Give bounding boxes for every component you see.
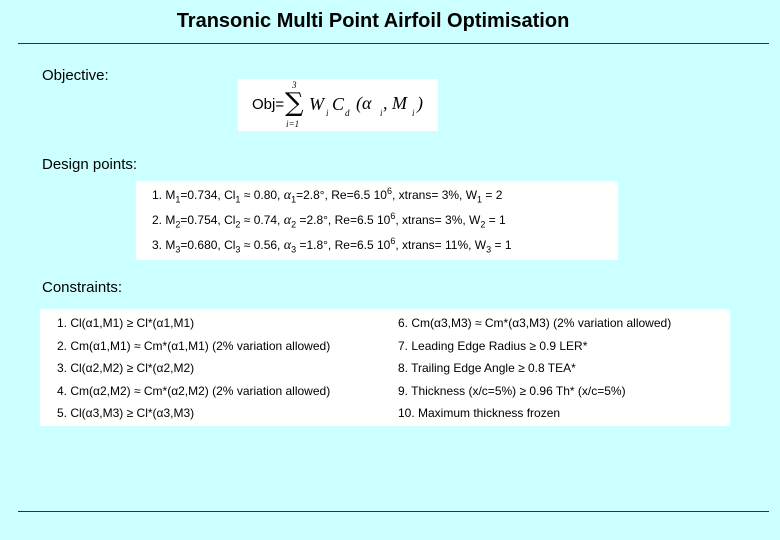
formula-prefix: Obj= [252, 96, 285, 113]
constraint-item: 6. Cm(α3,M3) ≈ Cm*(α3,M3) (2% variation allowed) [398, 316, 672, 330]
constraint-item: 3. Cl(α2,M2) ≥ Cl*(α2,M2) [57, 361, 195, 375]
top-divider [18, 43, 769, 44]
constraint-item: 1. Cl(α1,M1) ≥ Cl*(α1,M1) [57, 316, 195, 330]
constraint-item: 7. Leading Edge Radius ≥ 0.9 LER* [398, 338, 588, 353]
design-point-row: 3. $M_3=0.680$, $Cl_3 \approx 0.56$, $\alpha_3 =1.8^\circ$, Re=6.5 $10^6$, xtrans= 11%, $W_3 = 1$ [152, 236, 512, 255]
constraints-left-column [57, 312, 330, 425]
weight-subscript: i [326, 108, 329, 118]
cd-subscript: d [345, 108, 350, 118]
constraints-label: Constraints: [42, 279, 123, 296]
args-close: ) [417, 93, 423, 113]
constraints-right-column [398, 312, 671, 425]
objective-label: Objective: [42, 67, 109, 84]
weight-symbol: W [309, 94, 324, 114]
objective-formula-panel [238, 79, 438, 131]
args-open: (α [356, 93, 372, 113]
constraint-item: 10. Maximum thickness frozen [398, 406, 561, 420]
sum-lower-limit: i=1 [286, 119, 300, 129]
cd-symbol: C [332, 94, 345, 114]
alpha-icon: α [283, 213, 292, 228]
constraint-item: 2. Cm(α1,M1) ≈ Cm*(α1,M1) (2% variation allowed) [57, 338, 331, 353]
alpha-icon: α [283, 238, 292, 253]
page-title: Transonic Multi Point Airfoil Optimisation [176, 10, 570, 32]
design-points-panel [136, 181, 618, 260]
sum-symbol: ∑ [285, 88, 304, 118]
constraints-panel [40, 309, 730, 426]
constraint-item: 5. Cl(α3,M3) ≥ Cl*(α3,M3) [57, 406, 195, 420]
constraint-item: 4. Cm(α2,M2) ≈ Cm*(α2,M2) (2% variation allowed) [57, 383, 331, 398]
constraint-item: 8. Trailing Edge Angle ≥ 0.8 TEA* [398, 361, 576, 375]
design-point-row: 1. $M_1=0.734$, $Cl_1 \approx 0.80$, $\alpha_1=2.8^\circ$, Re=6.5 $10^6$, xtrans= 3%, $W_1 = 2$ [152, 186, 503, 205]
sum-upper-limit: 3 [292, 80, 297, 90]
alpha-subscript: i [380, 108, 383, 118]
design-point-row: 2. $M_2=0.754$, $Cl_2 \approx 0.74$, $\alpha_2 =2.8^\circ$, Re=6.5 $10^6$, xtrans= 3%, $W_2 = 1$ [152, 211, 506, 230]
design-points-label: Design points: [42, 156, 138, 173]
alpha-icon: α [283, 188, 292, 203]
mach-subscript: i [412, 108, 415, 118]
constraint-item: 9. Thickness (x/c=5%) ≥ 0.96 Th* (x/c=5%) [398, 383, 626, 398]
args-mid: , M [383, 93, 407, 113]
bottom-divider [18, 511, 769, 512]
